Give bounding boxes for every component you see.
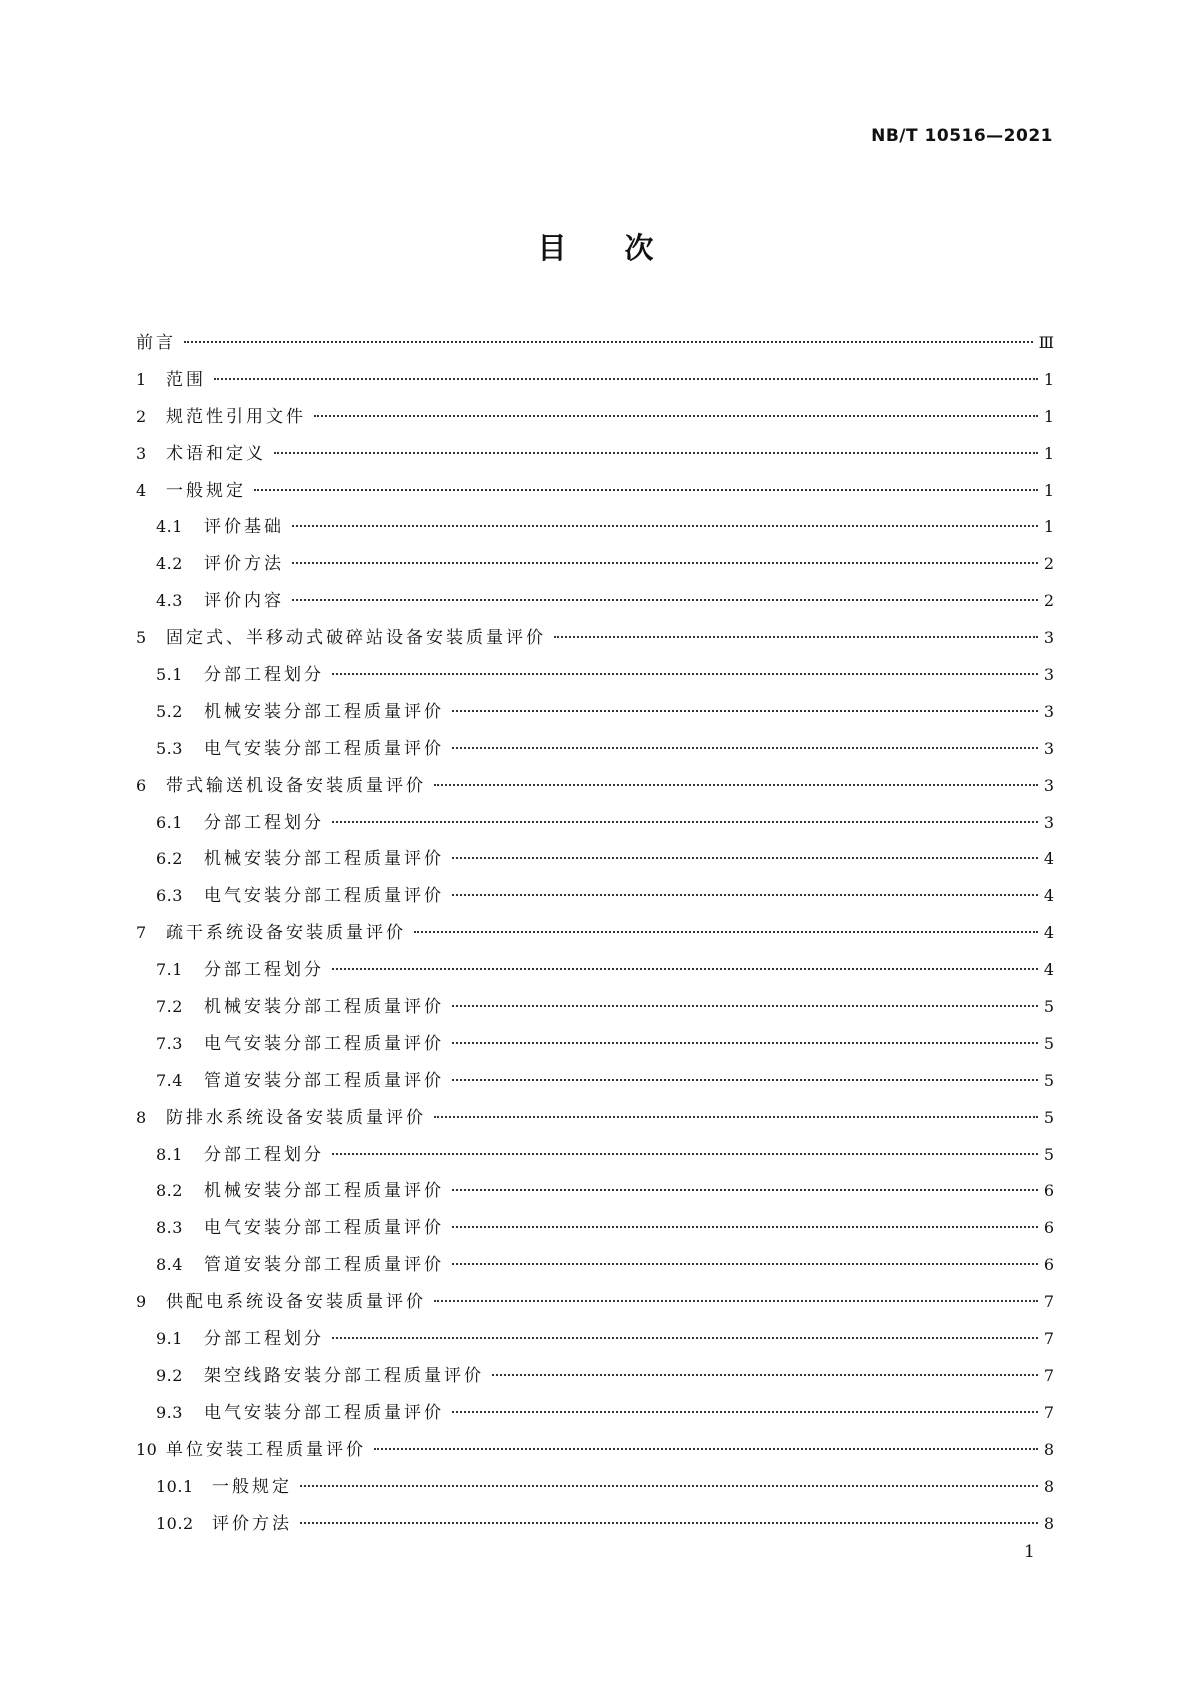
toc-entry-page: Ⅲ bbox=[1038, 333, 1054, 352]
toc-entry-title: 范围 bbox=[166, 369, 206, 390]
toc-entry-title: 固定式、半移动式破碎站设备安装质量评价 bbox=[166, 628, 546, 649]
page-number: 1 bbox=[1024, 1542, 1035, 1562]
toc-entry-number: 7.2 bbox=[156, 997, 183, 1017]
toc-entry-title: 前言 bbox=[136, 333, 176, 353]
toc-entry-title: 管道安装分部工程质量评价 bbox=[204, 1070, 444, 1091]
toc-entry[interactable] bbox=[136, 771, 1054, 808]
toc-entry-number: 8 bbox=[136, 1107, 147, 1127]
toc-entry[interactable] bbox=[136, 549, 1054, 586]
toc-entry-title: 评价内容 bbox=[204, 591, 284, 612]
toc-dot-leader bbox=[300, 1522, 1038, 1524]
toc-entry[interactable] bbox=[136, 808, 1054, 845]
toc-dot-leader bbox=[254, 489, 1038, 491]
toc-entry-number: 7.3 bbox=[156, 1033, 183, 1053]
toc-entry-page: 8 bbox=[1043, 1476, 1054, 1496]
toc-entry-number: 9.3 bbox=[156, 1402, 183, 1422]
toc-entry[interactable] bbox=[136, 512, 1054, 549]
toc-entry-number: 10 bbox=[136, 1439, 158, 1459]
toc-entry-number: 5.3 bbox=[156, 738, 183, 758]
toc-entry-number: 7 bbox=[136, 923, 147, 943]
toc-entry-title: 评价方法 bbox=[204, 554, 284, 575]
toc-entry-page: 1 bbox=[1043, 369, 1054, 389]
toc-dot-leader bbox=[452, 1079, 1038, 1081]
toc-entry-number: 2 bbox=[136, 406, 147, 426]
toc-entry-page: 2 bbox=[1043, 591, 1054, 611]
toc-entry[interactable] bbox=[136, 586, 1054, 623]
toc-entry-page: 5 bbox=[1043, 1070, 1054, 1090]
toc-entry[interactable] bbox=[136, 1066, 1054, 1103]
toc-entry-title: 分部工程划分 bbox=[204, 1329, 324, 1350]
toc-entry-page: 5 bbox=[1043, 997, 1054, 1017]
toc-dot-leader bbox=[214, 378, 1038, 380]
toc-entry-page: 7 bbox=[1043, 1365, 1054, 1385]
toc-dot-leader bbox=[434, 1116, 1038, 1118]
toc-entry-page: 7 bbox=[1043, 1292, 1054, 1312]
toc-entry-page: 3 bbox=[1043, 812, 1054, 832]
toc-entry-title: 机械安装分部工程质量评价 bbox=[204, 701, 444, 722]
toc-entry-title: 一般规定 bbox=[212, 1476, 292, 1497]
toc-dot-leader bbox=[300, 1485, 1038, 1487]
toc-entry-title: 术语和定义 bbox=[166, 443, 266, 464]
toc-entry-title: 分部工程划分 bbox=[204, 960, 324, 981]
toc-entry[interactable] bbox=[136, 1361, 1054, 1398]
toc-entry-page: 4 bbox=[1043, 849, 1054, 869]
toc-entry-title: 电气安装分部工程质量评价 bbox=[204, 886, 444, 907]
toc-dot-leader bbox=[452, 1226, 1038, 1228]
toc-entry-title: 管道安装分部工程质量评价 bbox=[204, 1255, 444, 1276]
toc-entry-page: 5 bbox=[1043, 1033, 1054, 1053]
toc-entry-page: 4 bbox=[1043, 923, 1054, 943]
toc-entry-title: 防排水系统设备安装质量评价 bbox=[166, 1107, 426, 1128]
toc-entry[interactable] bbox=[136, 1029, 1054, 1066]
toc-entry[interactable] bbox=[136, 365, 1054, 402]
toc-dot-leader bbox=[452, 1005, 1038, 1007]
toc-entry-title: 分部工程划分 bbox=[204, 665, 324, 686]
toc-entry-title: 规范性引用文件 bbox=[166, 406, 306, 427]
toc-entry-number: 5.2 bbox=[156, 701, 183, 721]
toc-dot-leader bbox=[332, 1153, 1038, 1155]
toc-dot-leader bbox=[434, 1300, 1038, 1302]
toc-entry-title: 评价基础 bbox=[204, 517, 284, 538]
toc-entry[interactable] bbox=[136, 402, 1054, 439]
toc-entry[interactable] bbox=[136, 697, 1054, 734]
toc-entry-number: 8.4 bbox=[156, 1255, 183, 1275]
toc-entry-number: 6.3 bbox=[156, 886, 183, 906]
toc-entry-title: 机械安装分部工程质量评价 bbox=[204, 1181, 444, 1202]
toc-dot-leader bbox=[332, 821, 1038, 823]
toc-entry-page: 6 bbox=[1043, 1218, 1054, 1238]
toc-entry[interactable] bbox=[136, 881, 1054, 918]
toc-entry[interactable] bbox=[136, 1324, 1054, 1361]
toc-entry-number: 4.2 bbox=[156, 554, 183, 574]
toc-entry-page: 8 bbox=[1043, 1439, 1054, 1459]
toc-entry-title: 带式输送机设备安装质量评价 bbox=[166, 775, 426, 796]
toc-entry[interactable] bbox=[136, 439, 1054, 476]
toc-entry-number: 8.1 bbox=[156, 1144, 183, 1164]
toc-dot-leader bbox=[292, 525, 1038, 527]
toc-entry[interactable] bbox=[136, 623, 1054, 660]
toc-entry-page: 6 bbox=[1043, 1255, 1054, 1275]
toc-entry-title: 电气安装分部工程质量评价 bbox=[204, 1218, 444, 1239]
toc-entry-title: 分部工程划分 bbox=[204, 1144, 324, 1165]
toc-entry[interactable] bbox=[136, 1176, 1054, 1213]
toc-dot-leader bbox=[452, 1263, 1038, 1265]
toc-entry-title: 电气安装分部工程质量评价 bbox=[204, 1402, 444, 1423]
toc-entry-page: 2 bbox=[1043, 554, 1054, 574]
toc-entry[interactable] bbox=[136, 1250, 1054, 1287]
toc-entry-title: 评价方法 bbox=[212, 1513, 292, 1534]
page-title: 目次 bbox=[537, 231, 712, 265]
toc-dot-leader bbox=[332, 968, 1038, 970]
toc-dot-leader bbox=[274, 452, 1038, 454]
toc-entry-title: 架空线路安装分部工程质量评价 bbox=[204, 1365, 484, 1386]
toc-dot-leader bbox=[292, 562, 1038, 564]
toc-dot-leader bbox=[452, 747, 1038, 749]
toc-entry[interactable] bbox=[136, 1103, 1054, 1140]
toc-entry-number: 5.1 bbox=[156, 665, 183, 685]
toc-dot-leader bbox=[314, 415, 1038, 417]
toc-entry-title: 单位安装工程质量评价 bbox=[166, 1439, 366, 1460]
toc-dot-leader bbox=[554, 636, 1038, 638]
toc-entry[interactable] bbox=[136, 476, 1054, 513]
toc-dot-leader bbox=[332, 1337, 1038, 1339]
toc-entry[interactable] bbox=[136, 1140, 1054, 1177]
toc-entry-page: 1 bbox=[1043, 443, 1054, 463]
toc-entry[interactable] bbox=[136, 1213, 1054, 1250]
toc-entry-number: 5 bbox=[136, 628, 147, 648]
toc-entry-title: 电气安装分部工程质量评价 bbox=[204, 1033, 444, 1054]
toc-entry-page: 3 bbox=[1043, 628, 1054, 648]
toc-dot-leader bbox=[492, 1374, 1038, 1376]
toc-entry-number: 9.2 bbox=[156, 1365, 183, 1385]
toc-dot-leader bbox=[374, 1448, 1038, 1450]
toc-entry-page: 7 bbox=[1043, 1402, 1054, 1422]
toc-entry-title: 机械安装分部工程质量评价 bbox=[204, 849, 444, 870]
toc-entry-title: 供配电系统设备安装质量评价 bbox=[166, 1292, 426, 1313]
table-of-contents bbox=[136, 328, 1054, 1545]
toc-dot-leader bbox=[452, 1042, 1038, 1044]
toc-entry-title: 电气安装分部工程质量评价 bbox=[204, 738, 444, 759]
toc-entry-page: 4 bbox=[1043, 960, 1054, 980]
toc-entry-number: 3 bbox=[136, 443, 147, 463]
toc-entry[interactable] bbox=[136, 660, 1054, 697]
toc-entry-page: 3 bbox=[1043, 701, 1054, 721]
toc-dot-leader bbox=[434, 784, 1038, 786]
toc-dot-leader bbox=[452, 857, 1038, 859]
toc-dot-leader bbox=[184, 341, 1033, 343]
toc-entry[interactable] bbox=[136, 955, 1054, 992]
toc-entry-page: 7 bbox=[1043, 1329, 1054, 1349]
toc-entry-number: 6.1 bbox=[156, 812, 183, 832]
toc-entry-page: 1 bbox=[1043, 517, 1054, 537]
toc-entry[interactable] bbox=[136, 844, 1054, 881]
toc-dot-leader bbox=[452, 710, 1038, 712]
toc-entry-page: 6 bbox=[1043, 1181, 1054, 1201]
toc-dot-leader bbox=[414, 931, 1038, 933]
toc-entry-number: 4.3 bbox=[156, 591, 183, 611]
toc-entry[interactable] bbox=[136, 328, 1054, 365]
toc-entry-page: 3 bbox=[1043, 775, 1054, 795]
toc-entry-page: 5 bbox=[1043, 1107, 1054, 1127]
toc-entry-number: 6.2 bbox=[156, 849, 183, 869]
toc-entry[interactable] bbox=[136, 1509, 1054, 1546]
standard-number: NB/T 10516—2021 bbox=[871, 126, 1053, 146]
toc-entry-number: 4 bbox=[136, 480, 147, 500]
toc-dot-leader bbox=[452, 1411, 1038, 1413]
toc-entry[interactable] bbox=[136, 918, 1054, 955]
toc-entry-number: 8.2 bbox=[156, 1181, 183, 1201]
toc-entry[interactable] bbox=[136, 1287, 1054, 1324]
toc-entry[interactable] bbox=[136, 992, 1054, 1029]
toc-entry-page: 4 bbox=[1043, 886, 1054, 906]
toc-entry-title: 机械安装分部工程质量评价 bbox=[204, 997, 444, 1018]
toc-entry-number: 10.1 bbox=[156, 1476, 194, 1496]
toc-entry-number: 1 bbox=[136, 369, 147, 389]
toc-entry-page: 3 bbox=[1043, 738, 1054, 758]
toc-entry-page: 1 bbox=[1043, 406, 1054, 426]
toc-entry-number: 7.1 bbox=[156, 960, 183, 980]
toc-entry-number: 9 bbox=[136, 1292, 147, 1312]
toc-entry-number: 9.1 bbox=[156, 1329, 183, 1349]
toc-entry-number: 8.3 bbox=[156, 1218, 183, 1238]
toc-entry-title: 分部工程划分 bbox=[204, 812, 324, 833]
toc-entry-page: 3 bbox=[1043, 665, 1054, 685]
toc-entry-page: 5 bbox=[1043, 1144, 1054, 1164]
toc-entry-number: 10.2 bbox=[156, 1513, 194, 1533]
toc-entry-number: 7.4 bbox=[156, 1070, 183, 1090]
toc-entry-title: 疏干系统设备安装质量评价 bbox=[166, 923, 406, 944]
toc-entry-number: 6 bbox=[136, 775, 147, 795]
toc-entry-number: 4.1 bbox=[156, 517, 183, 537]
toc-entry-page: 1 bbox=[1043, 480, 1054, 500]
toc-dot-leader bbox=[452, 1189, 1038, 1191]
toc-entry[interactable] bbox=[136, 734, 1054, 771]
toc-entry[interactable] bbox=[136, 1435, 1054, 1472]
toc-dot-leader bbox=[332, 673, 1038, 675]
toc-entry[interactable] bbox=[136, 1472, 1054, 1509]
toc-entry[interactable] bbox=[136, 1398, 1054, 1435]
toc-entry-title: 一般规定 bbox=[166, 480, 246, 501]
toc-entry-page: 8 bbox=[1043, 1513, 1054, 1533]
toc-dot-leader bbox=[452, 894, 1038, 896]
toc-dot-leader bbox=[292, 599, 1038, 601]
